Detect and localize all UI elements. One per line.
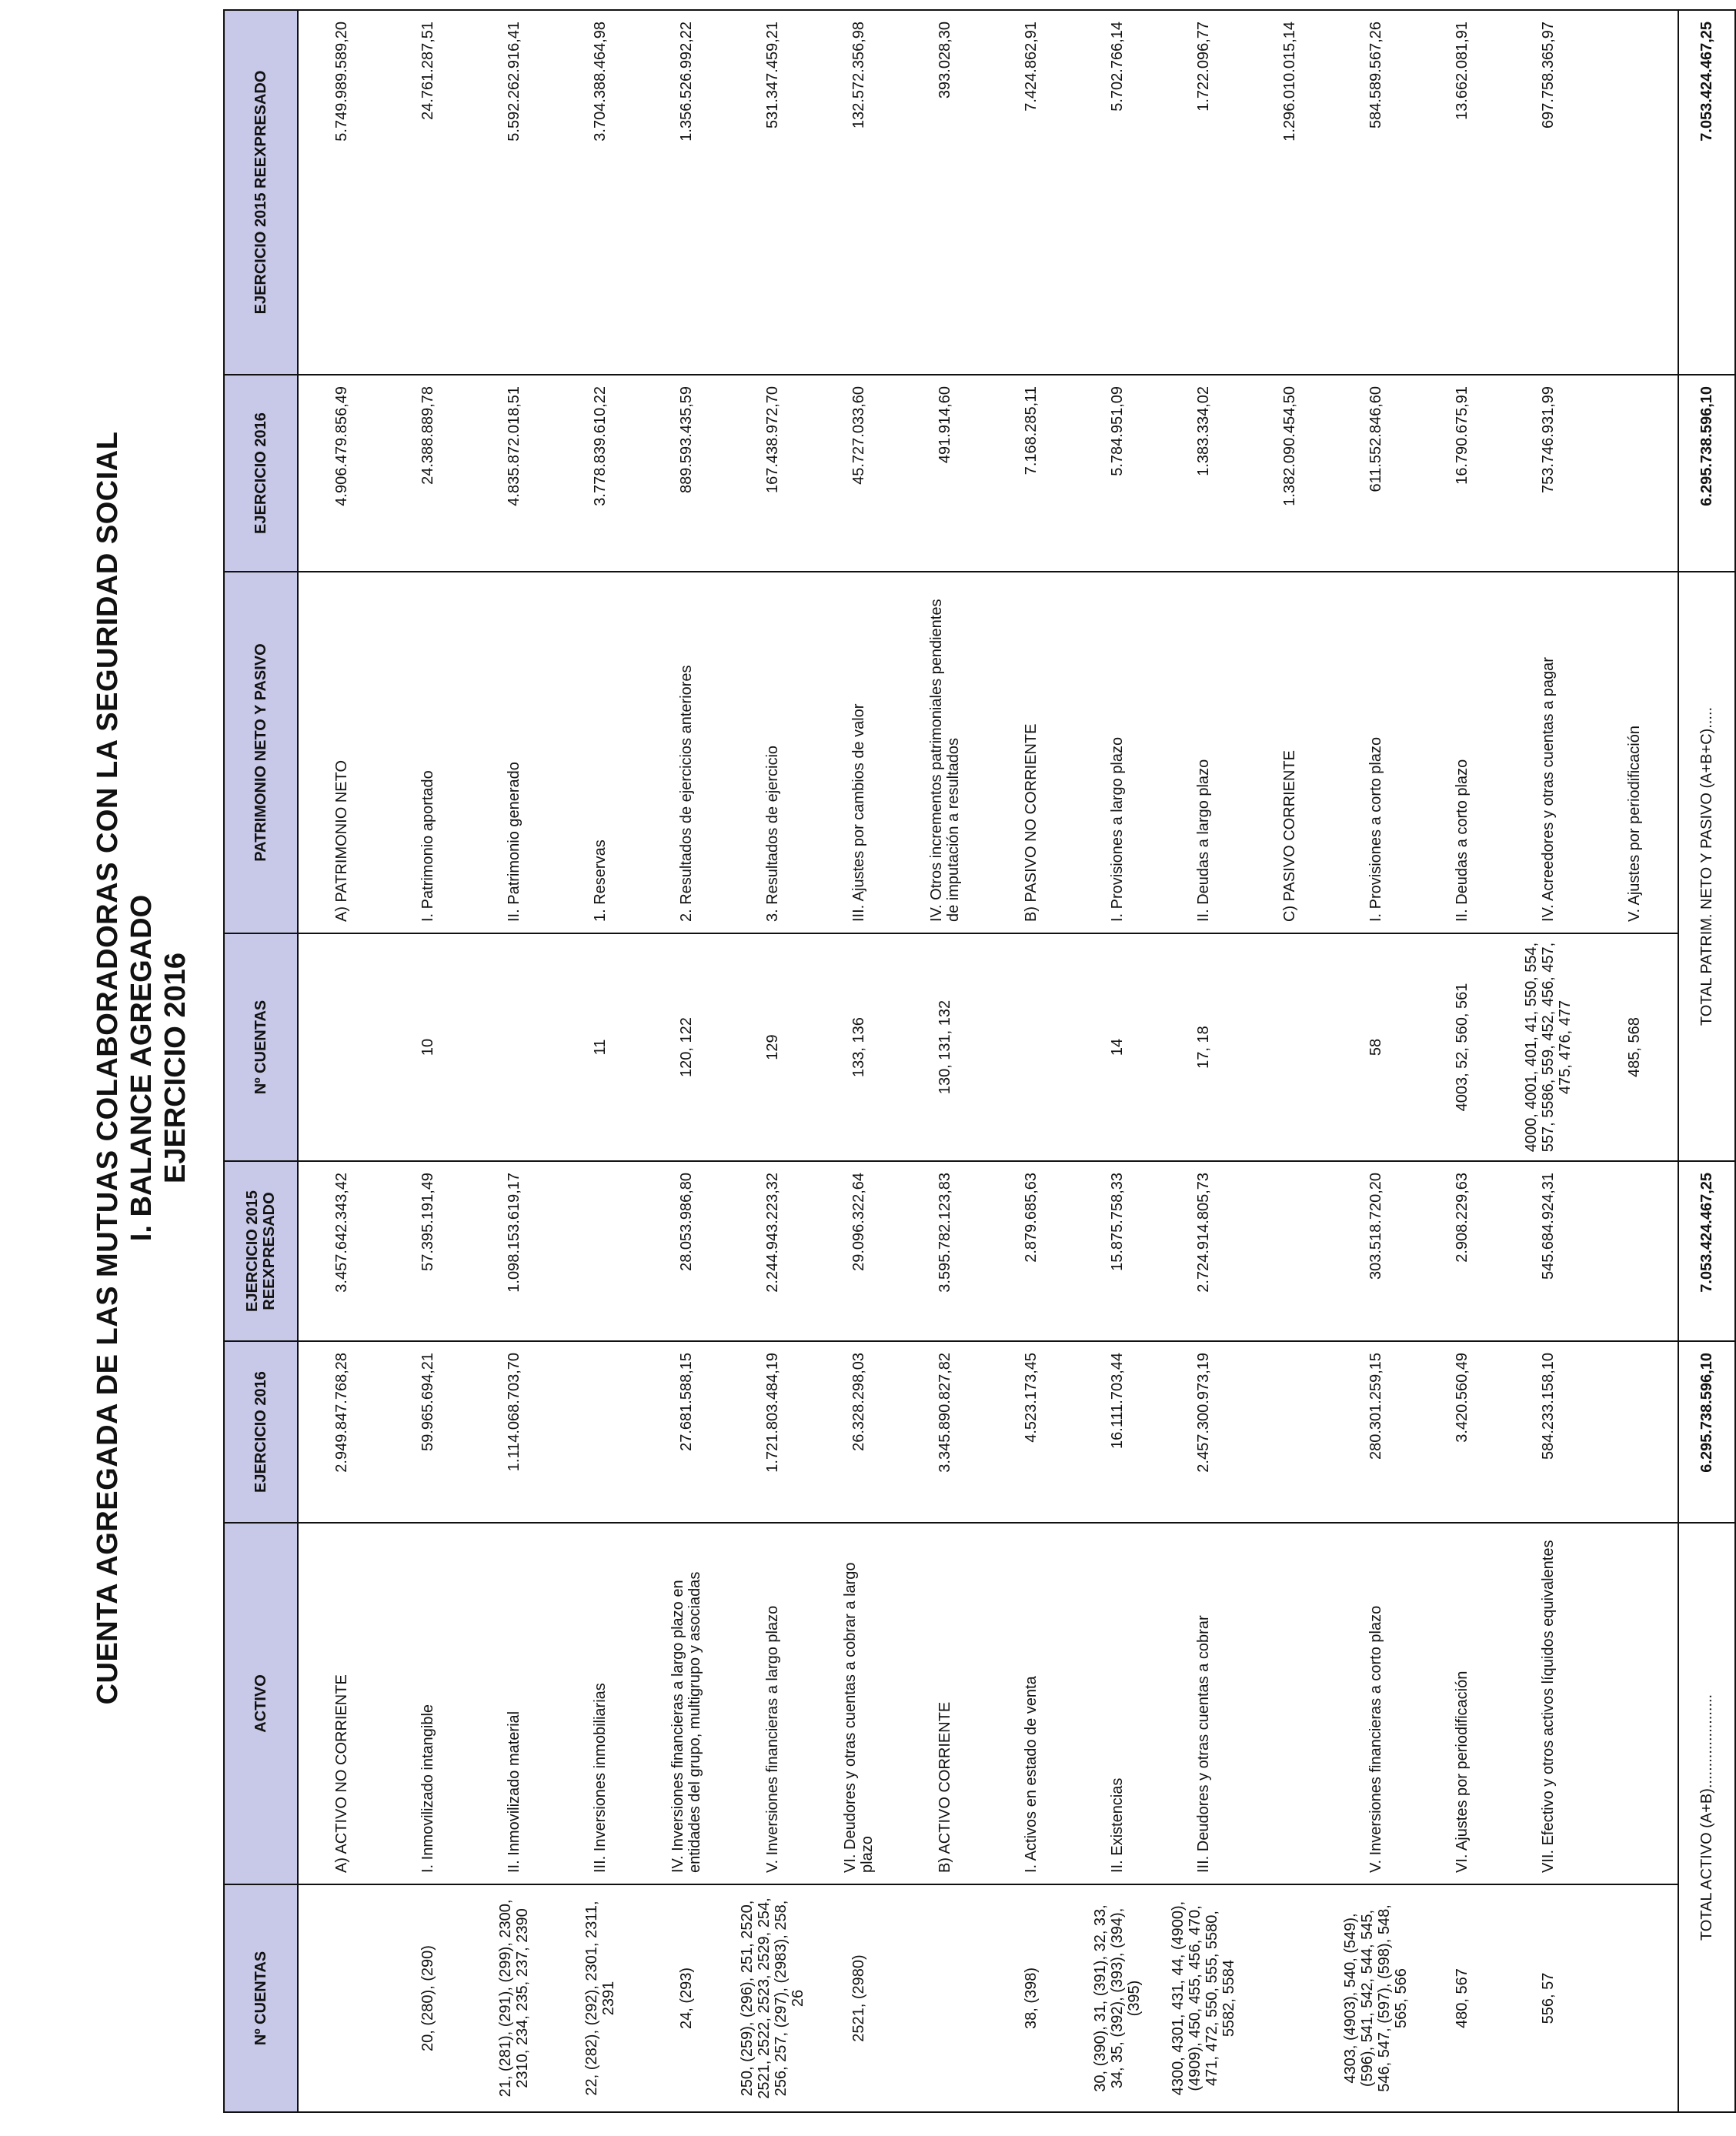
cuentas-pasivo-cell [471, 933, 557, 1161]
cuentas-pasivo-cell [988, 933, 1074, 1161]
pasivo-label-cell: II. Deudas a corto plazo [1419, 572, 1505, 933]
document-title: CUENTA AGREGADA DE LAS MUTUAS COLABORADORAS CON LA SEGURIDAD SOCIAL [92, 431, 124, 1705]
pasivo-label-cell: IV. Acreedores y otras cuentas a pagar [1505, 572, 1591, 933]
pasivo-2016-cell: 4.835.872.018,51 [471, 375, 557, 572]
table-row [1160, 10, 1247, 2112]
activo-2016-cell: 1.721.803.484,19 [729, 1341, 816, 1523]
activo-2016-cell: 1.114.068.703,70 [471, 1341, 557, 1523]
pasivo-label-cell: I. Patrimonio aportado [385, 572, 471, 933]
activo-2016-cell: 584.233.158,10 [1505, 1341, 1591, 1523]
activo-2016-cell: 4.523.173,45 [988, 1341, 1074, 1523]
pasivo-2015-cell: 531.347.459,21 [729, 10, 816, 375]
pasivo-2016-cell: 45.727.033,60 [816, 375, 902, 572]
pasivo-2016-cell: 4.906.479.856,49 [298, 375, 385, 572]
activo-2016-cell [1591, 1341, 1678, 1523]
pasivo-2015-cell: 3.704.388.464,98 [557, 10, 643, 375]
activo-label-cell: V. Inversiones financieras a largo plazo [729, 1523, 816, 1884]
total-pasivo-2016: 6.295.738.596,10 [1678, 375, 1735, 572]
total-pasivo-label: TOTAL PATRIM. NETO Y PASIVO (A+B+C)..... [1678, 572, 1735, 1161]
cuentas-activo-cell: 4300, 4301, 431, 44, (4900), (4909), 450, 455, 456, 470, 471, 472, 550, 555, 5580, 5582, 5584 [1160, 1884, 1247, 2112]
pasivo-2015-cell: 697.758.365,97 [1505, 10, 1591, 375]
pasivo-2016-cell: 5.784.951,09 [1074, 375, 1160, 572]
table-row [1333, 10, 1419, 2112]
total-activo-label: TOTAL ACTIVO (A+B)...................... [1678, 1523, 1735, 2112]
pasivo-label-cell: I. Provisiones a largo plazo [1074, 572, 1160, 933]
cuentas-activo-cell: 38, (398) [988, 1884, 1074, 2112]
activo-2015-cell [1591, 1161, 1678, 1341]
activo-label-cell: VI. Ajustes por periodificación [1419, 1523, 1505, 1884]
activo-2015-cell: 545.684.924,31 [1505, 1161, 1591, 1341]
cuentas-activo-cell: 22, (282), (292), 2301, 2311, 2391 [557, 1884, 643, 2112]
table-header-row [224, 10, 298, 2112]
activo-2016-cell: 280.301.259,15 [1333, 1341, 1419, 1523]
table-row [385, 10, 471, 2112]
cuentas-pasivo-cell [1247, 933, 1333, 1161]
table-row [988, 10, 1074, 2112]
activo-2016-cell: 3.420.560,49 [1419, 1341, 1505, 1523]
activo-label-cell: V. Inversiones financieras a corto plazo [1333, 1523, 1419, 1884]
cuentas-pasivo-cell: 129 [729, 933, 816, 1161]
activo-label-cell: B) ACTIVO CORRIENTE [902, 1523, 988, 1884]
activo-2015-cell [557, 1161, 643, 1341]
activo-2015-cell [1247, 1161, 1333, 1341]
cuentas-activo-cell [1591, 1884, 1678, 2112]
cuentas-activo-cell: 250, (259), (296), 251, 2520, 2521, 2522, 2523, 2529, 254, 256, 257, (297), (2983), 258, 26 [729, 1884, 816, 2112]
table-row [1591, 10, 1678, 2112]
table-row [1505, 10, 1591, 2112]
document-subtitle: I. BALANCE AGREGADO [125, 894, 158, 1242]
pasivo-label-cell: C) PASIVO CORRIENTE [1247, 572, 1333, 933]
cuentas-activo-cell [902, 1884, 988, 2112]
pasivo-label-cell: I. Provisiones a corto plazo [1333, 572, 1419, 933]
cuentas-pasivo-cell: 120, 122 [643, 933, 729, 1161]
pasivo-2015-cell: 132.572.356,98 [816, 10, 902, 375]
header-activo: ACTIVO [224, 1523, 298, 1884]
activo-2015-cell: 3.457.642.343,42 [298, 1161, 385, 1341]
activo-label-cell: VII. Efectivo y otros activos líquidos equivalentes [1505, 1523, 1591, 1884]
activo-label-cell: III. Inversiones inmobiliarias [557, 1523, 643, 1884]
cuentas-activo-cell: 4303, (4903), 540, (549), (596), 541, 542, 544, 545, 546, 547, (597), (598), 548, 565, 566 [1333, 1884, 1419, 2112]
activo-label-cell: II. Inmovilizado material [471, 1523, 557, 1884]
header-cuentas-pasivo: Nº CUENTAS [224, 933, 298, 1161]
cuentas-pasivo-cell: 10 [385, 933, 471, 1161]
totals-row [1678, 10, 1735, 2112]
cuentas-activo-cell: 24, (293) [643, 1884, 729, 2112]
pasivo-2016-cell: 24.388.889,78 [385, 375, 471, 572]
cuentas-pasivo-cell: 133, 136 [816, 933, 902, 1161]
pasivo-label-cell: II. Deudas a largo plazo [1160, 572, 1247, 933]
activo-2015-cell: 29.096.322,64 [816, 1161, 902, 1341]
pasivo-label-cell: V. Ajustes por periodificación [1591, 572, 1678, 933]
activo-2016-cell: 27.681.588,15 [643, 1341, 729, 1523]
pasivo-2015-cell [1591, 10, 1678, 375]
pasivo-2015-cell: 584.589.567,26 [1333, 10, 1419, 375]
activo-label-cell: A) ACTIVO NO CORRIENTE [298, 1523, 385, 1884]
pasivo-label-cell: III. Ajustes por cambios de valor [816, 572, 902, 933]
pasivo-label-cell: IV. Otros incrementos patrimoniales pendientes de imputación a resultados [902, 572, 988, 933]
activo-2015-cell: 28.053.986,80 [643, 1161, 729, 1341]
document-period: EJERCICIO 2016 [159, 953, 192, 1183]
table-row [471, 10, 557, 2112]
total-activo-2016: 6.295.738.596,10 [1678, 1341, 1735, 1523]
cuentas-pasivo-cell: 11 [557, 933, 643, 1161]
pasivo-2016-cell: 1.382.090.454,50 [1247, 375, 1333, 572]
activo-2016-cell: 2.457.300.973,19 [1160, 1341, 1247, 1523]
cuentas-pasivo-cell: 4000, 4001, 401, 41, 550, 554, 557, 5586, 559, 452, 456, 457, 475, 476, 477 [1505, 933, 1591, 1161]
table-row [298, 10, 385, 2112]
pasivo-2016-cell: 611.552.846,60 [1333, 375, 1419, 572]
activo-2015-cell: 2.879.685,63 [988, 1161, 1074, 1341]
pasivo-label-cell: 1. Reservas [557, 572, 643, 933]
pasivo-2016-cell [1591, 375, 1678, 572]
activo-label-cell: III. Deudores y otras cuentas a cobrar [1160, 1523, 1247, 1884]
header-cuentas-activo: Nº CUENTAS [224, 1884, 298, 2112]
header-ejercicio-2015-pasivo: EJERCICIO 2015 REEXPRESADO [224, 10, 298, 375]
pasivo-2016-cell: 491.914,60 [902, 375, 988, 572]
header-ejercicio-2015-activo: EJERCICIO 2015 REEXPRESADO [224, 1161, 298, 1341]
pasivo-2015-cell: 24.761.287,51 [385, 10, 471, 375]
cuentas-pasivo-cell: 17, 18 [1160, 933, 1247, 1161]
pasivo-2016-cell: 167.438.972,70 [729, 375, 816, 572]
activo-label-cell: VI. Deudores y otras cuentas a cobrar a largo plazo [816, 1523, 902, 1884]
header-ejercicio-2016-pasivo: EJERCICIO 2016 [224, 375, 298, 572]
cuentas-activo-cell [298, 1884, 385, 2112]
activo-label-cell: I. Activos en estado de venta [988, 1523, 1074, 1884]
cuentas-activo-cell: 30, (390), 31, (391), 32, 33, 34, 35, (392), (393), (394), (395) [1074, 1884, 1160, 2112]
pasivo-label-cell: B) PASIVO NO CORRIENTE [988, 572, 1074, 933]
activo-label-cell [1591, 1523, 1678, 1884]
activo-2016-cell: 16.111.703,44 [1074, 1341, 1160, 1523]
activo-label-cell: II. Existencias [1074, 1523, 1160, 1884]
pasivo-2015-cell: 1.722.096,77 [1160, 10, 1247, 375]
cuentas-activo-cell: 20, (280), (290) [385, 1884, 471, 2112]
pasivo-2016-cell: 889.593.435,59 [643, 375, 729, 572]
table-body [298, 10, 1735, 2112]
pasivo-2015-cell: 5.749.989.589,20 [298, 10, 385, 375]
activo-2016-cell: 2.949.847.768,28 [298, 1341, 385, 1523]
header-pasivo: PATRIMONIO NETO Y PASIVO [224, 572, 298, 933]
pasivo-2016-cell: 7.168.285,11 [988, 375, 1074, 572]
pasivo-2015-cell: 1.356.526.992,22 [643, 10, 729, 375]
pasivo-2016-cell: 3.778.839.610,22 [557, 375, 643, 572]
activo-2015-cell: 2.724.914.805,73 [1160, 1161, 1247, 1341]
pasivo-2015-cell: 5.592.262.916,41 [471, 10, 557, 375]
cuentas-activo-cell: 2521, (2980) [816, 1884, 902, 2112]
activo-2016-cell [1247, 1341, 1333, 1523]
table-row [902, 10, 988, 2112]
pasivo-2015-cell: 5.702.766,14 [1074, 10, 1160, 375]
pasivo-2016-cell: 16.790.675,91 [1419, 375, 1505, 572]
cuentas-activo-cell: 480, 567 [1419, 1884, 1505, 2112]
table-row [643, 10, 729, 2112]
table-row [557, 10, 643, 2112]
pasivo-2015-cell: 1.296.010.015,14 [1247, 10, 1333, 375]
total-activo-2015: 7.053.424.467,25 [1678, 1161, 1735, 1341]
cuentas-pasivo-cell: 14 [1074, 933, 1160, 1161]
table-row [729, 10, 816, 2112]
cuentas-pasivo-cell: 58 [1333, 933, 1419, 1161]
table-row [1247, 10, 1333, 2112]
header-ejercicio-2016-activo: EJERCICIO 2016 [224, 1341, 298, 1523]
cuentas-activo-cell: 556, 57 [1505, 1884, 1591, 2112]
activo-2015-cell: 3.595.782.123,83 [902, 1161, 988, 1341]
activo-label-cell: IV. Inversiones financieras a largo plazo en entidades del grupo, multigrupo y asociadas [643, 1523, 729, 1884]
cuentas-pasivo-cell [298, 933, 385, 1161]
cuentas-activo-cell [1247, 1884, 1333, 2112]
document-title-block [91, 0, 192, 2136]
pasivo-label-cell: 2. Resultados de ejercicios anteriores [643, 572, 729, 933]
table-row [1419, 10, 1505, 2112]
pasivo-2016-cell: 753.746.931,99 [1505, 375, 1591, 572]
activo-2015-cell: 303.518.720,20 [1333, 1161, 1419, 1341]
cuentas-activo-cell: 21, (281), (291), (299), 2300, 2310, 234, 235, 237, 2390 [471, 1884, 557, 2112]
pasivo-label-cell: II. Patrimonio generado [471, 572, 557, 933]
pasivo-2015-cell: 13.662.081,91 [1419, 10, 1505, 375]
activo-2015-cell: 57.395.191,49 [385, 1161, 471, 1341]
pasivo-2016-cell: 1.383.334,02 [1160, 375, 1247, 572]
pasivo-label-cell: 3. Resultados de ejercicio [729, 572, 816, 933]
activo-label-cell: I. Inmovilizado intangible [385, 1523, 471, 1884]
table-row [1074, 10, 1160, 2112]
pasivo-2015-cell: 393.028,30 [902, 10, 988, 375]
activo-2015-cell: 15.875.758,33 [1074, 1161, 1160, 1341]
activo-2016-cell: 59.965.694,21 [385, 1341, 471, 1523]
activo-2015-cell: 2.908.229,63 [1419, 1161, 1505, 1341]
balance-table [223, 9, 1736, 2113]
activo-2016-cell [557, 1341, 643, 1523]
cuentas-pasivo-cell: 485, 568 [1591, 933, 1678, 1161]
pasivo-2015-cell: 7.424.862,91 [988, 10, 1074, 375]
activo-label-cell [1247, 1523, 1333, 1884]
activo-2016-cell: 3.345.890.827,82 [902, 1341, 988, 1523]
table-row [816, 10, 902, 2112]
total-pasivo-2015: 7.053.424.467,25 [1678, 10, 1735, 375]
activo-2015-cell: 2.244.943.223,32 [729, 1161, 816, 1341]
cuentas-pasivo-cell: 130, 131, 132 [902, 933, 988, 1161]
pasivo-label-cell: A) PATRIMONIO NETO [298, 572, 385, 933]
cuentas-pasivo-cell: 4003, 52, 560, 561 [1419, 933, 1505, 1161]
activo-2015-cell: 1.098.153.619,17 [471, 1161, 557, 1341]
activo-2016-cell: 26.328.298,03 [816, 1341, 902, 1523]
